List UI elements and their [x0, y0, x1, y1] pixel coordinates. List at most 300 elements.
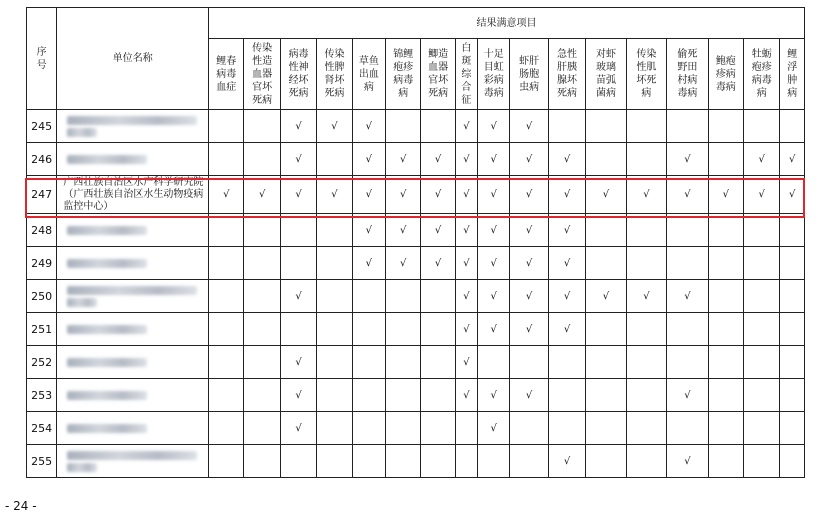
disease-column-header: [317, 39, 352, 110]
unit-name-redacted: [57, 110, 209, 143]
table-row: [27, 346, 805, 379]
result-cell: [510, 280, 548, 313]
result-cell: [280, 412, 316, 445]
disease-column-label: 虾肝肠胞虫病: [519, 55, 540, 93]
check-mark: √: [463, 290, 470, 302]
table-row: [27, 247, 805, 280]
result-cell: [510, 412, 548, 445]
unit-name-redacted: [57, 214, 209, 247]
disease-column-label: 传染性脾肾坏死病: [324, 49, 345, 99]
redacted-text: [67, 391, 147, 400]
result-cell: [708, 176, 743, 214]
table-row: [27, 313, 805, 346]
check-mark: √: [258, 189, 266, 200]
result-cell: [510, 379, 548, 412]
disease-column-label: 传染性造血器官坏死病: [252, 42, 273, 106]
disease-column-label: 鲫造血器官坏死病: [428, 49, 449, 99]
result-cell: [455, 280, 477, 313]
result-cell: [586, 247, 626, 280]
check-mark: √: [400, 189, 407, 200]
result-cell: [708, 280, 743, 313]
result-cell: [586, 110, 626, 143]
result-cell: [708, 346, 743, 379]
result-cell: [626, 280, 666, 313]
redacted-text: [67, 128, 97, 137]
table-row: [27, 176, 805, 214]
disease-column-label: 鲤浮肿病: [787, 49, 798, 99]
check-mark: √: [563, 323, 571, 335]
check-mark: √: [789, 153, 796, 165]
result-cell: [209, 346, 244, 379]
check-mark: √: [463, 224, 470, 236]
row-number: 248: [27, 214, 57, 247]
result-cell: [421, 110, 455, 143]
result-cell: [421, 143, 455, 176]
result-cell: [667, 247, 708, 280]
table-row: [27, 412, 805, 445]
check-mark: √: [563, 290, 571, 302]
result-cell: [317, 280, 352, 313]
unit-name-redacted: [57, 445, 209, 478]
result-cell: [478, 412, 510, 445]
result-cell: [708, 445, 743, 478]
result-cell: [548, 412, 585, 445]
check-mark: √: [525, 389, 533, 401]
result-cell: [548, 280, 585, 313]
result-cell: [708, 143, 743, 176]
result-cell: [478, 313, 510, 346]
result-cell: [667, 214, 708, 247]
disease-column-header: [209, 39, 244, 110]
result-cell: [548, 379, 585, 412]
check-mark: √: [490, 422, 497, 434]
check-mark: √: [295, 189, 302, 200]
result-cell: [352, 110, 385, 143]
row-number: 251: [27, 313, 57, 346]
check-mark: √: [563, 224, 571, 236]
result-cell: [667, 412, 708, 445]
result-cell: [209, 445, 244, 478]
check-mark: √: [434, 257, 442, 269]
result-cell: [626, 412, 666, 445]
check-mark: √: [365, 189, 373, 200]
result-cell: [708, 110, 743, 143]
disease-column-label: 锦鲤疱疹病毒病: [393, 49, 414, 99]
result-cell: [455, 346, 477, 379]
check-mark: √: [525, 257, 533, 269]
result-cell: [455, 379, 477, 412]
result-cell: [626, 143, 666, 176]
result-cell: [352, 214, 385, 247]
result-cell: [317, 346, 352, 379]
result-cell: [548, 247, 585, 280]
result-cell: [478, 346, 510, 379]
result-cell: [478, 247, 510, 280]
result-cell: [744, 214, 780, 247]
disease-column-label: 鲤春病毒血症: [216, 55, 237, 93]
result-cell: [626, 176, 666, 214]
result-cell: [780, 176, 805, 214]
check-mark: √: [463, 257, 470, 269]
result-cell: [209, 379, 244, 412]
result-cell: [280, 445, 316, 478]
result-cell: [244, 143, 280, 176]
disease-column-label: 对虾玻璃苗弧菌病: [595, 49, 616, 99]
result-cell: [280, 214, 316, 247]
redacted-text: [67, 259, 147, 268]
result-cell: [244, 110, 280, 143]
result-cell: [455, 214, 477, 247]
result-cell: [386, 176, 421, 214]
result-cell: [386, 280, 421, 313]
redacted-text: [67, 116, 197, 125]
disease-column-label: 草鱼出血病: [358, 55, 379, 93]
satisfied-items-header: 结果满意项目: [209, 8, 805, 39]
result-cell: [667, 313, 708, 346]
result-cell: [209, 280, 244, 313]
result-cell: [317, 313, 352, 346]
check-mark: √: [400, 224, 407, 236]
check-mark: √: [525, 189, 533, 200]
result-cell: [744, 143, 780, 176]
result-cell: [510, 110, 548, 143]
result-cell: [780, 143, 805, 176]
redacted-text: [67, 424, 147, 433]
result-cell: [744, 445, 780, 478]
check-mark: √: [223, 189, 230, 200]
result-cell: [455, 412, 477, 445]
result-cell: [744, 247, 780, 280]
row-number: 253: [27, 379, 57, 412]
results-table-container: [26, 7, 805, 478]
unit-name-redacted: [57, 247, 209, 280]
result-cell: [244, 379, 280, 412]
check-mark: √: [563, 257, 571, 269]
result-cell: [478, 379, 510, 412]
check-mark: √: [490, 153, 497, 165]
result-cell: [317, 110, 352, 143]
check-mark: √: [602, 290, 610, 302]
result-cell: [548, 110, 585, 143]
check-mark: √: [463, 356, 470, 368]
result-cell: [244, 176, 280, 214]
result-cell: [317, 176, 352, 214]
redacted-text: [67, 463, 97, 472]
check-mark: √: [684, 153, 691, 165]
check-mark: √: [365, 120, 373, 132]
result-cell: [548, 445, 585, 478]
disease-column-header: [455, 39, 477, 110]
result-cell: [455, 445, 477, 478]
check-mark: √: [722, 189, 729, 200]
result-cell: [478, 280, 510, 313]
result-cell: [209, 214, 244, 247]
disease-column-label: 白斑综合征: [461, 42, 472, 106]
result-cell: [421, 313, 455, 346]
result-cell: [455, 143, 477, 176]
result-cell: [744, 176, 780, 214]
result-cell: [780, 247, 805, 280]
result-cell: [626, 214, 666, 247]
row-number: 245: [27, 110, 57, 143]
check-mark: √: [684, 455, 691, 467]
check-mark: √: [563, 153, 571, 165]
table-row: [27, 214, 805, 247]
check-mark: √: [563, 455, 571, 467]
check-mark: √: [463, 120, 470, 132]
check-mark: √: [295, 290, 302, 302]
result-cell: [455, 110, 477, 143]
disease-column-header: [478, 39, 510, 110]
check-mark: √: [463, 389, 470, 401]
disease-column-header: [667, 39, 708, 110]
result-cell: [280, 379, 316, 412]
disease-column-header: [352, 39, 385, 110]
result-cell: [586, 346, 626, 379]
check-mark: √: [365, 153, 373, 165]
result-cell: [386, 346, 421, 379]
result-cell: [244, 346, 280, 379]
result-cell: [780, 313, 805, 346]
result-cell: [626, 110, 666, 143]
check-mark: √: [490, 189, 497, 200]
result-cell: [421, 214, 455, 247]
table-row: [27, 110, 805, 143]
check-mark: √: [295, 356, 302, 368]
check-mark: √: [643, 290, 650, 302]
unit-name-redacted: [57, 280, 209, 313]
disease-column-label: 牡蛎疱疹病毒病: [751, 49, 772, 99]
result-cell: [510, 247, 548, 280]
result-cell: [386, 445, 421, 478]
check-mark: √: [758, 189, 765, 200]
result-cell: [317, 445, 352, 478]
check-mark: √: [434, 224, 442, 236]
row-number: 255: [27, 445, 57, 478]
check-mark: √: [295, 120, 302, 132]
disease-column-label: 病毒性神经坏死病: [288, 49, 309, 99]
check-mark: √: [684, 389, 691, 401]
result-cell: [386, 412, 421, 445]
result-cell: [780, 214, 805, 247]
check-mark: √: [490, 257, 497, 269]
table-row: [27, 379, 805, 412]
unit-name-redacted: [57, 412, 209, 445]
result-cell: [317, 143, 352, 176]
result-cell: [280, 176, 316, 214]
check-mark: √: [434, 189, 442, 200]
result-cell: [352, 280, 385, 313]
results-table: [26, 7, 805, 478]
row-number: 250: [27, 280, 57, 313]
result-cell: [510, 313, 548, 346]
result-cell: [586, 176, 626, 214]
result-cell: [586, 214, 626, 247]
result-cell: [510, 143, 548, 176]
check-mark: √: [525, 120, 533, 132]
result-cell: [780, 379, 805, 412]
result-cell: [708, 214, 743, 247]
result-cell: [478, 214, 510, 247]
check-mark: √: [525, 323, 533, 335]
result-cell: [744, 313, 780, 346]
result-cell: [244, 214, 280, 247]
disease-column-header: [548, 39, 585, 110]
result-cell: [667, 379, 708, 412]
result-cell: [280, 247, 316, 280]
result-cell: [744, 412, 780, 445]
result-cell: [744, 110, 780, 143]
check-mark: √: [643, 189, 650, 200]
disease-column-label: 鲍疱疹病毒病: [715, 55, 736, 93]
result-cell: [626, 346, 666, 379]
check-mark: √: [331, 189, 338, 200]
result-cell: [455, 313, 477, 346]
result-cell: [548, 214, 585, 247]
check-mark: √: [331, 120, 338, 132]
result-cell: [280, 346, 316, 379]
check-mark: √: [490, 323, 497, 335]
check-mark: √: [490, 120, 497, 132]
disease-column-header: [744, 39, 780, 110]
check-mark: √: [295, 422, 302, 434]
result-cell: [317, 247, 352, 280]
result-cell: [548, 143, 585, 176]
result-cell: [244, 412, 280, 445]
result-cell: [744, 280, 780, 313]
disease-column-label: 偷死野田村病毒病: [677, 49, 698, 99]
unit-name-redacted: [57, 143, 209, 176]
result-cell: [352, 313, 385, 346]
result-cell: [667, 445, 708, 478]
check-mark: √: [490, 290, 497, 302]
result-cell: [209, 110, 244, 143]
result-cell: [744, 346, 780, 379]
redacted-text: [67, 155, 147, 164]
check-mark: √: [525, 153, 533, 165]
disease-column-label: 十足目虹彩病毒病: [483, 49, 504, 99]
check-mark: √: [365, 224, 373, 236]
result-cell: [667, 280, 708, 313]
disease-column-header: [510, 39, 548, 110]
disease-column-header: [708, 39, 743, 110]
unit-name-redacted: [57, 346, 209, 379]
result-cell: [209, 313, 244, 346]
disease-column-header: [244, 39, 280, 110]
result-cell: [280, 280, 316, 313]
result-cell: [478, 445, 510, 478]
result-cell: [708, 379, 743, 412]
result-cell: [586, 412, 626, 445]
result-cell: [510, 176, 548, 214]
result-cell: [352, 176, 385, 214]
result-cell: [386, 214, 421, 247]
result-cell: [667, 176, 708, 214]
result-cell: [386, 110, 421, 143]
disease-column-header: [780, 39, 805, 110]
result-cell: [626, 247, 666, 280]
results-table-body: [27, 110, 805, 478]
redacted-text: [67, 325, 147, 334]
disease-column-header: [586, 39, 626, 110]
check-mark: √: [295, 389, 302, 401]
result-cell: [352, 346, 385, 379]
row-number: 249: [27, 247, 57, 280]
result-cell: [455, 247, 477, 280]
result-cell: [510, 214, 548, 247]
result-cell: [548, 176, 585, 214]
redacted-text: [67, 298, 97, 307]
row-number: 254: [27, 412, 57, 445]
result-cell: [708, 412, 743, 445]
table-row: [27, 445, 805, 478]
result-cell: [510, 445, 548, 478]
disease-column-label: 传染性肌坏死病: [636, 49, 657, 99]
result-cell: [244, 445, 280, 478]
disease-column-header: [280, 39, 316, 110]
result-cell: [421, 445, 455, 478]
result-cell: [510, 346, 548, 379]
result-cell: [744, 379, 780, 412]
check-mark: √: [563, 189, 571, 200]
check-mark: √: [463, 153, 470, 165]
table-row: [27, 280, 805, 313]
result-cell: [478, 143, 510, 176]
result-cell: [780, 445, 805, 478]
result-cell: [780, 412, 805, 445]
result-cell: [421, 379, 455, 412]
seq-header: 序号: [27, 8, 57, 110]
result-cell: [386, 313, 421, 346]
result-cell: [586, 379, 626, 412]
page-number: - 24 -: [5, 499, 37, 513]
result-cell: [352, 247, 385, 280]
result-cell: [708, 247, 743, 280]
result-cell: [478, 110, 510, 143]
redacted-text: [67, 286, 197, 295]
check-mark: √: [525, 224, 533, 236]
result-cell: [478, 176, 510, 214]
result-cell: [780, 110, 805, 143]
result-cell: [626, 445, 666, 478]
result-cell: [586, 143, 626, 176]
result-cell: [386, 143, 421, 176]
result-cell: [209, 412, 244, 445]
result-cell: [667, 143, 708, 176]
result-cell: [421, 412, 455, 445]
result-cell: [280, 313, 316, 346]
redacted-text: [67, 451, 197, 460]
result-cell: [421, 280, 455, 313]
result-cell: [421, 176, 455, 214]
result-cell: [455, 176, 477, 214]
check-mark: √: [434, 153, 442, 165]
result-cell: [421, 346, 455, 379]
check-mark: √: [365, 257, 373, 269]
result-cell: [708, 313, 743, 346]
unit-name-header: 单位名称: [57, 8, 209, 110]
disease-column-header: [421, 39, 455, 110]
result-cell: [352, 412, 385, 445]
unit-name: 广西壮族自治区水产科学研究院（广西壮族自治区水生动物疫病监控中心）: [57, 176, 209, 214]
check-mark: √: [789, 189, 796, 200]
result-cell: [244, 280, 280, 313]
table-row: [27, 143, 805, 176]
result-cell: [667, 346, 708, 379]
row-number: 252: [27, 346, 57, 379]
redacted-text: [67, 226, 147, 235]
result-cell: [626, 379, 666, 412]
